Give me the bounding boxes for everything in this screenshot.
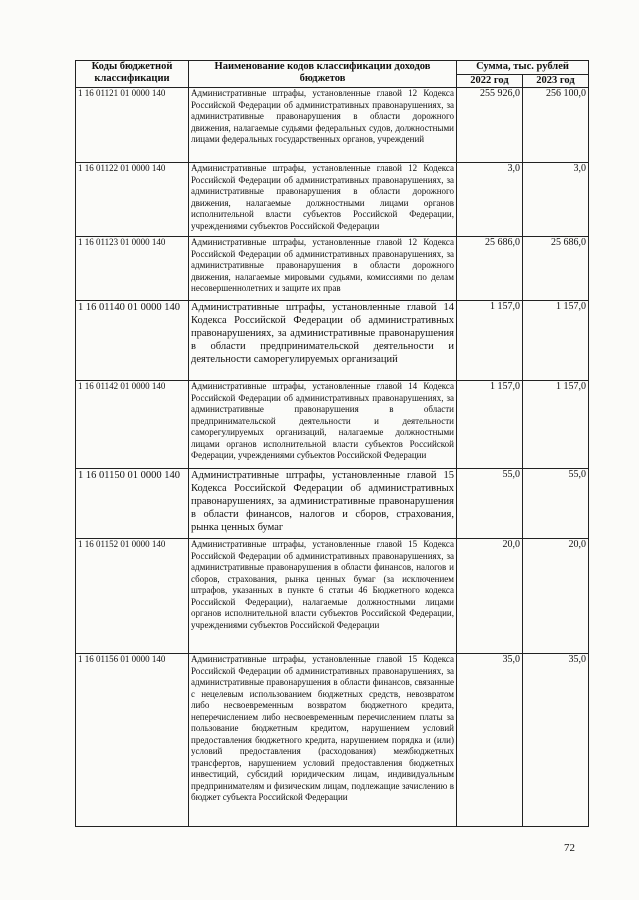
row-value-2023: 3,0 [523,163,589,237]
page-number: 72 [564,842,575,854]
table-row [76,163,589,237]
row-value-2022: 20,0 [457,539,523,654]
row-value-2022: 1 157,0 [457,381,523,469]
row-value-2023: 1 157,0 [523,301,589,381]
row-value-2023: 20,0 [523,539,589,654]
row-name: Административные штрафы, установленные главой 15 Кодекса Российской Федерации об административных правонарушениях, за административные правонарушения в области финансов, налогов и сборов, страхования, рынка ценных бумаг (за исключением штрафов, указанных в пункте 6 статьи 46 Бюджетного кодекса Российской Федерации), налагаемые должностными лицами органов исполнительной власти субъектов Российской Федерации, учреждениями субъектов Российской Федерации [189,539,457,654]
row-code: 1 16 01156 01 0000 140 [76,654,189,827]
row-code: 1 16 01122 01 0000 140 [76,163,189,237]
row-code: 1 16 01152 01 0000 140 [76,539,189,654]
table-row [76,539,589,654]
row-name: Административные штрафы, установленные главой 15 Кодекса Российской Федерации об административных правонарушениях, за административные правонарушения в области финансов, связанные с нецелевым использованием бюджетных средств, невозвратом либо несвоевременным возвратом бюджетного кредита, неперечислением либо несвоевременным перечислением платы за пользование бюджетным кредитом, нарушением условий предоставления бюджетного кредита, нарушением порядка и (или) условий предоставления (расходования) межбюджетных трансфертов, нарушением условий предоставления бюджетных инвестиций, субсидий юридическим лицам, индивидуальным предпринимателям и физическим лицам, подлежащие зачислению в бюджет субъекта Российской Федерации [189,654,457,827]
row-name: Административные штрафы, установленные главой 15 Кодекса Российской Федерации об административных правонарушениях, за административные правонарушения в области финансов, налогов и сборов, страхования, рынка ценных бумаг [189,469,457,539]
row-code: 1 16 01150 01 0000 140 [76,469,189,539]
row-code: 1 16 01121 01 0000 140 [76,88,189,163]
revenue-table [75,60,589,827]
row-code: 1 16 01123 01 0000 140 [76,237,189,301]
header-year-2022: 2022 год [457,75,523,88]
row-value-2022: 55,0 [457,469,523,539]
row-value-2023: 1 157,0 [523,381,589,469]
table-row [76,237,589,301]
header-year-2023: 2023 год [523,75,589,88]
header-sum: Сумма, тыс. рублей [457,61,589,75]
table-row [76,654,589,827]
row-value-2023: 256 100,0 [523,88,589,163]
row-value-2022: 255 926,0 [457,88,523,163]
row-value-2022: 25 686,0 [457,237,523,301]
table-row [76,381,589,469]
row-name: Административные штрафы, установленные главой 14 Кодекса Российской Федерации об административных правонарушениях, за административные правонарушения в области предпринимательской деятельности и деятельности саморегулируемых организаций [189,301,457,381]
row-name: Административные штрафы, установленные главой 12 Кодекса Российской Федерации об административных правонарушениях, за административные правонарушения в области дорожного движения, налагаемые мировыми судьями, комиссиями по делам несовершеннолетних и защите их прав [189,237,457,301]
row-value-2022: 1 157,0 [457,301,523,381]
row-value-2022: 35,0 [457,654,523,827]
row-name: Административные штрафы, установленные главой 12 Кодекса Российской Федерации об административных правонарушениях, за административные правонарушения в области дорожного движения, налагаемые судьями федеральных судов, должностными лицами федеральных государственных органов, учреждений [189,88,457,163]
row-code: 1 16 01142 01 0000 140 [76,381,189,469]
table-row [76,301,589,381]
row-value-2022: 3,0 [457,163,523,237]
row-name: Административные штрафы, установленные главой 14 Кодекса Российской Федерации об административных правонарушениях, за административные правонарушения в области предпринимательской деятельности и деятельности саморегулируемых организаций, налагаемые должностными лицами органов исполнительной власти субъектов Российской Федерации, учреждениями субъектов Российской Федерации [189,381,457,469]
row-value-2023: 25 686,0 [523,237,589,301]
header-names: Наименование кодов классификации доходов бюджетов [189,61,457,88]
row-value-2023: 35,0 [523,654,589,827]
row-value-2023: 55,0 [523,469,589,539]
row-code: 1 16 01140 01 0000 140 [76,301,189,381]
table-row [76,88,589,163]
table-row [76,469,589,539]
header-codes: Коды бюджетной классификации [76,61,189,88]
row-name: Административные штрафы, установленные главой 12 Кодекса Российской Федерации об административных правонарушениях, за административные правонарушения в области дорожного движения, налагаемые должностными лицами органов исполнительной власти субъектов Российской Федерации, учреждениями субъектов Российской Федерации [189,163,457,237]
